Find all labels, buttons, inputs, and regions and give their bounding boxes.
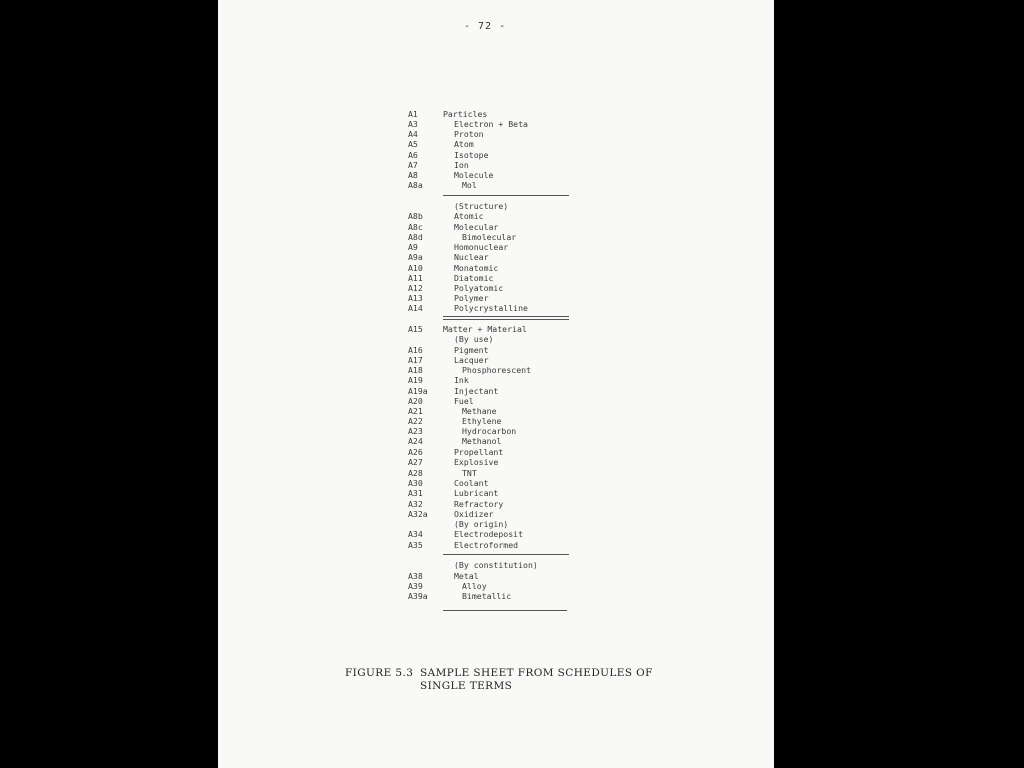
- entry-code: A3: [408, 119, 418, 129]
- entry-term: Particles: [443, 109, 488, 119]
- entry-code: A27: [408, 457, 423, 467]
- schedule-entry: [0, 571, 1024, 581]
- entry-code: A15: [408, 324, 423, 334]
- entry-code: A31: [408, 488, 423, 498]
- entry-code: A8a: [408, 180, 423, 190]
- entry-code: A34: [408, 529, 423, 539]
- entry-code: A26: [408, 447, 423, 457]
- entry-code: A1: [408, 109, 418, 119]
- entry-term: Polymer: [454, 293, 489, 303]
- entry-code: A30: [408, 478, 423, 488]
- schedule-entry: [0, 303, 1024, 313]
- schedule-entry: [0, 365, 1024, 375]
- schedule-entry: [0, 426, 1024, 436]
- entry-code: A32: [408, 499, 423, 509]
- schedule-entry: [0, 283, 1024, 293]
- schedule-entry: [0, 345, 1024, 355]
- entry-term: Pigment: [454, 345, 489, 355]
- section-rule: [443, 610, 567, 611]
- entry-code: A7: [408, 160, 418, 170]
- entry-term: (By use): [454, 334, 494, 344]
- schedule-entry: [0, 375, 1024, 385]
- entry-code: A32a: [408, 509, 428, 519]
- entry-code: A39: [408, 581, 423, 591]
- schedule-entry: [0, 170, 1024, 180]
- entry-code: A12: [408, 283, 423, 293]
- section-rule: [443, 195, 569, 196]
- schedule-entry: [0, 457, 1024, 467]
- entry-term: Electrodeposit: [454, 529, 524, 539]
- schedule-entry: [0, 139, 1024, 149]
- entry-term: Bimolecular: [462, 232, 517, 242]
- entry-code: A11: [408, 273, 423, 283]
- schedule-entry: [0, 488, 1024, 498]
- entry-term: Homonuclear: [454, 242, 509, 252]
- entry-term: Oxidizer: [454, 509, 494, 519]
- schedule-entry: [0, 222, 1024, 232]
- entry-code: A35: [408, 540, 423, 550]
- schedule-entry: [0, 478, 1024, 488]
- entry-code: A18: [408, 365, 423, 375]
- entry-term: Polycrystalline: [454, 303, 528, 313]
- schedule-entry: [0, 416, 1024, 426]
- entry-term: Molecular: [454, 222, 499, 232]
- entry-term: Polyatomic: [454, 283, 504, 293]
- entry-code: A8: [408, 170, 418, 180]
- entry-code: A5: [408, 139, 418, 149]
- entry-term: TNT: [462, 468, 477, 478]
- schedule-entry: [0, 211, 1024, 221]
- entry-code: A38: [408, 571, 423, 581]
- entry-code: A4: [408, 129, 418, 139]
- entry-term: Atomic: [454, 211, 484, 221]
- schedule-entry: [0, 201, 1024, 211]
- entry-code: A19: [408, 375, 423, 385]
- figure-title-line-1: SAMPLE SHEET FROM SCHEDULES OF: [420, 667, 653, 679]
- entry-term: (By origin): [454, 519, 509, 529]
- entry-term: Refractory: [454, 499, 504, 509]
- entry-term: Matter + Material: [443, 324, 527, 334]
- entry-term: Monatomic: [454, 263, 499, 273]
- schedule-entry: [0, 293, 1024, 303]
- schedule-entry: [0, 499, 1024, 509]
- entry-code: A20: [408, 396, 423, 406]
- schedule-entry: [0, 509, 1024, 519]
- entry-term: Isotope: [454, 150, 489, 160]
- entry-term: Proton: [454, 129, 484, 139]
- figure-title-line-2: SINGLE TERMS: [420, 680, 513, 692]
- entry-term: Ethylene: [462, 416, 502, 426]
- entry-code: A8b: [408, 211, 423, 221]
- entry-code: A8c: [408, 222, 423, 232]
- entry-term: Electroformed: [454, 540, 519, 550]
- entry-term: Hydrocarbon: [462, 426, 517, 436]
- schedule-entry: [0, 519, 1024, 529]
- schedule-entry: [0, 129, 1024, 139]
- entry-term: Mol: [462, 180, 477, 190]
- section-rule: [443, 319, 569, 320]
- schedule-entry: [0, 109, 1024, 119]
- schedule-entry: [0, 242, 1024, 252]
- entry-code: A9: [408, 242, 418, 252]
- entry-term: (By constitution): [454, 560, 538, 570]
- entry-term: Diatomic: [454, 273, 494, 283]
- schedule-entry: [0, 468, 1024, 478]
- schedule-entry: [0, 581, 1024, 591]
- entry-code: A16: [408, 345, 423, 355]
- figure-label: FIGURE 5.3: [345, 667, 414, 679]
- entry-term: Injectant: [454, 386, 499, 396]
- entry-term: Ion: [454, 160, 469, 170]
- entry-code: A24: [408, 436, 423, 446]
- schedule-entry: [0, 540, 1024, 550]
- schedule-entry: [0, 119, 1024, 129]
- entry-code: A28: [408, 468, 423, 478]
- page-number: - 72 -: [464, 21, 507, 32]
- entry-code: A22: [408, 416, 423, 426]
- entry-code: A10: [408, 263, 423, 273]
- entry-term: Electron + Beta: [454, 119, 528, 129]
- entry-term: Metal: [454, 571, 479, 581]
- schedule-entry: [0, 436, 1024, 446]
- schedule-entry: [0, 334, 1024, 344]
- schedule-entry: [0, 591, 1024, 601]
- entry-term: Coolant: [454, 478, 489, 488]
- section-rule: [443, 554, 569, 555]
- entry-code: A6: [408, 150, 418, 160]
- section-rule: [443, 316, 569, 317]
- entry-term: Phosphorescent: [462, 365, 532, 375]
- entry-term: Ink: [454, 375, 469, 385]
- entry-code: A17: [408, 355, 423, 365]
- schedule-entry: [0, 252, 1024, 262]
- entry-term: Nuclear: [454, 252, 489, 262]
- entry-code: A13: [408, 293, 423, 303]
- entry-code: A14: [408, 303, 423, 313]
- schedule-entry: [0, 396, 1024, 406]
- schedule-entry: [0, 529, 1024, 539]
- schedule-entry: [0, 273, 1024, 283]
- schedule-entry: [0, 324, 1024, 334]
- schedule-entry: [0, 180, 1024, 190]
- schedule-entry: [0, 150, 1024, 160]
- entry-term: Explosive: [454, 457, 499, 467]
- schedule-entry: [0, 560, 1024, 570]
- entry-code: A23: [408, 426, 423, 436]
- schedule-entry: [0, 406, 1024, 416]
- entry-code: A21: [408, 406, 423, 416]
- schedule-entry: [0, 232, 1024, 242]
- entry-term: Bimetallic: [462, 591, 512, 601]
- schedule-entry: [0, 447, 1024, 457]
- schedule-entry: [0, 386, 1024, 396]
- entry-term: Propellant: [454, 447, 504, 457]
- entry-term: Lubricant: [454, 488, 499, 498]
- entry-term: Atom: [454, 139, 474, 149]
- entry-term: Alloy: [462, 581, 487, 591]
- entry-term: Molecule: [454, 170, 494, 180]
- entry-term: (Structure): [454, 201, 509, 211]
- schedule-entry: [0, 355, 1024, 365]
- entry-code: A19a: [408, 386, 428, 396]
- entry-term: Methanol: [462, 436, 502, 446]
- entry-term: Fuel: [454, 396, 474, 406]
- schedule-entry: [0, 160, 1024, 170]
- entry-code: A8d: [408, 232, 423, 242]
- entry-code: A39a: [408, 591, 428, 601]
- entry-code: A9a: [408, 252, 423, 262]
- entry-term: Methane: [462, 406, 497, 416]
- schedule-entry: [0, 263, 1024, 273]
- entry-term: Lacquer: [454, 355, 489, 365]
